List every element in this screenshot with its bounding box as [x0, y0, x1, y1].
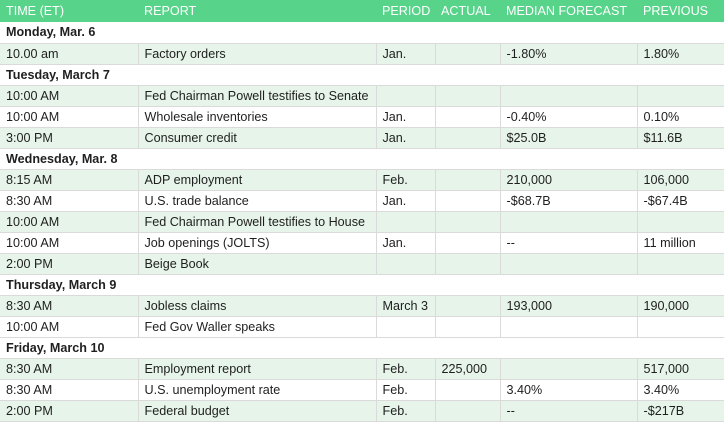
day-header-row — [0, 337, 724, 358]
time-cell: 8:30 AM — [0, 379, 138, 400]
table-row — [0, 190, 724, 211]
previous-cell: -$67.4B — [637, 190, 724, 211]
report-cell: Fed Gov Waller speaks — [138, 316, 376, 337]
time-cell: 10:00 AM — [0, 316, 138, 337]
time-cell: 8:30 AM — [0, 358, 138, 379]
table-row — [0, 43, 724, 64]
period-cell — [376, 85, 435, 106]
forecast-cell: 193,000 — [500, 295, 637, 316]
actual-cell — [435, 253, 500, 274]
time-cell: 10:00 AM — [0, 211, 138, 232]
previous-cell: 11 million — [637, 232, 724, 253]
header-actual: ACTUAL — [435, 0, 500, 22]
day-label: Friday, March 10 — [0, 337, 724, 358]
actual-cell — [435, 295, 500, 316]
forecast-cell: -1.80% — [500, 43, 637, 64]
period-cell: Feb. — [376, 379, 435, 400]
forecast-cell: -0.40% — [500, 106, 637, 127]
report-cell: Job openings (JOLTS) — [138, 232, 376, 253]
header-time: TIME (ET) — [0, 0, 138, 22]
previous-cell — [637, 85, 724, 106]
report-cell: Wholesale inventories — [138, 106, 376, 127]
forecast-cell — [500, 85, 637, 106]
time-cell: 2:00 PM — [0, 253, 138, 274]
table-row — [0, 85, 724, 106]
table-row — [0, 232, 724, 253]
forecast-cell — [500, 211, 637, 232]
table-row — [0, 358, 724, 379]
table-row — [0, 253, 724, 274]
period-cell: Jan. — [376, 43, 435, 64]
actual-cell — [435, 316, 500, 337]
day-label: Monday, Mar. 6 — [0, 22, 724, 43]
forecast-cell — [500, 358, 637, 379]
forecast-cell: -- — [500, 400, 637, 421]
header-period: PERIOD — [376, 0, 435, 22]
header-report: REPORT — [138, 0, 376, 22]
report-cell: U.S. unemployment rate — [138, 379, 376, 400]
header-row — [0, 0, 724, 22]
actual-cell — [435, 190, 500, 211]
actual-cell — [435, 232, 500, 253]
day-header-row — [0, 148, 724, 169]
day-label: Thursday, March 9 — [0, 274, 724, 295]
forecast-cell: -$68.7B — [500, 190, 637, 211]
table-row — [0, 316, 724, 337]
forecast-cell: $25.0B — [500, 127, 637, 148]
actual-cell — [435, 169, 500, 190]
previous-cell — [637, 316, 724, 337]
time-cell: 8:30 AM — [0, 190, 138, 211]
report-cell: Federal budget — [138, 400, 376, 421]
table-row — [0, 169, 724, 190]
previous-cell: 3.40% — [637, 379, 724, 400]
previous-cell — [637, 253, 724, 274]
previous-cell: 517,000 — [637, 358, 724, 379]
period-cell: Jan. — [376, 127, 435, 148]
report-cell: Fed Chairman Powell testifies to House — [138, 211, 376, 232]
period-cell: Feb. — [376, 169, 435, 190]
previous-cell: 190,000 — [637, 295, 724, 316]
time-cell: 10:00 AM — [0, 85, 138, 106]
table-row — [0, 379, 724, 400]
report-cell: ADP employment — [138, 169, 376, 190]
period-cell: Jan. — [376, 232, 435, 253]
report-cell: U.S. trade balance — [138, 190, 376, 211]
table-body — [0, 22, 724, 421]
report-cell: Jobless claims — [138, 295, 376, 316]
actual-cell — [435, 400, 500, 421]
table-row — [0, 127, 724, 148]
report-cell: Employment report — [138, 358, 376, 379]
time-cell: 10:00 AM — [0, 106, 138, 127]
table-row — [0, 400, 724, 421]
time-cell: 10.00 am — [0, 43, 138, 64]
actual-cell — [435, 211, 500, 232]
period-cell: Jan. — [376, 190, 435, 211]
time-cell: 3:00 PM — [0, 127, 138, 148]
previous-cell: 106,000 — [637, 169, 724, 190]
forecast-cell: 3.40% — [500, 379, 637, 400]
day-label: Wednesday, Mar. 8 — [0, 148, 724, 169]
time-cell: 2:00 PM — [0, 400, 138, 421]
previous-cell: 1.80% — [637, 43, 724, 64]
previous-cell: $11.6B — [637, 127, 724, 148]
forecast-cell: 210,000 — [500, 169, 637, 190]
time-cell: 8:30 AM — [0, 295, 138, 316]
table-row — [0, 295, 724, 316]
report-cell: Fed Chairman Powell testifies to Senate — [138, 85, 376, 106]
previous-cell: 0.10% — [637, 106, 724, 127]
table-header — [0, 0, 724, 22]
day-header-row — [0, 22, 724, 43]
period-cell: Feb. — [376, 358, 435, 379]
actual-cell — [435, 379, 500, 400]
day-header-row — [0, 274, 724, 295]
day-header-row — [0, 64, 724, 85]
forecast-cell — [500, 253, 637, 274]
report-cell: Consumer credit — [138, 127, 376, 148]
previous-cell — [637, 211, 724, 232]
forecast-cell — [500, 316, 637, 337]
actual-cell — [435, 85, 500, 106]
forecast-cell: -- — [500, 232, 637, 253]
period-cell: Jan. — [376, 106, 435, 127]
time-cell: 8:15 AM — [0, 169, 138, 190]
report-cell: Factory orders — [138, 43, 376, 64]
actual-cell: 225,000 — [435, 358, 500, 379]
day-label: Tuesday, March 7 — [0, 64, 724, 85]
table-row — [0, 106, 724, 127]
actual-cell — [435, 106, 500, 127]
actual-cell — [435, 127, 500, 148]
actual-cell — [435, 43, 500, 64]
header-median-forecast: MEDIAN FORECAST — [500, 0, 637, 22]
previous-cell: -$217B — [637, 400, 724, 421]
time-cell: 10:00 AM — [0, 232, 138, 253]
table-row — [0, 211, 724, 232]
period-cell — [376, 316, 435, 337]
header-previous: PREVIOUS — [637, 0, 724, 22]
period-cell: March 3 — [376, 295, 435, 316]
period-cell — [376, 253, 435, 274]
period-cell: Feb. — [376, 400, 435, 421]
report-cell: Beige Book — [138, 253, 376, 274]
period-cell — [376, 211, 435, 232]
